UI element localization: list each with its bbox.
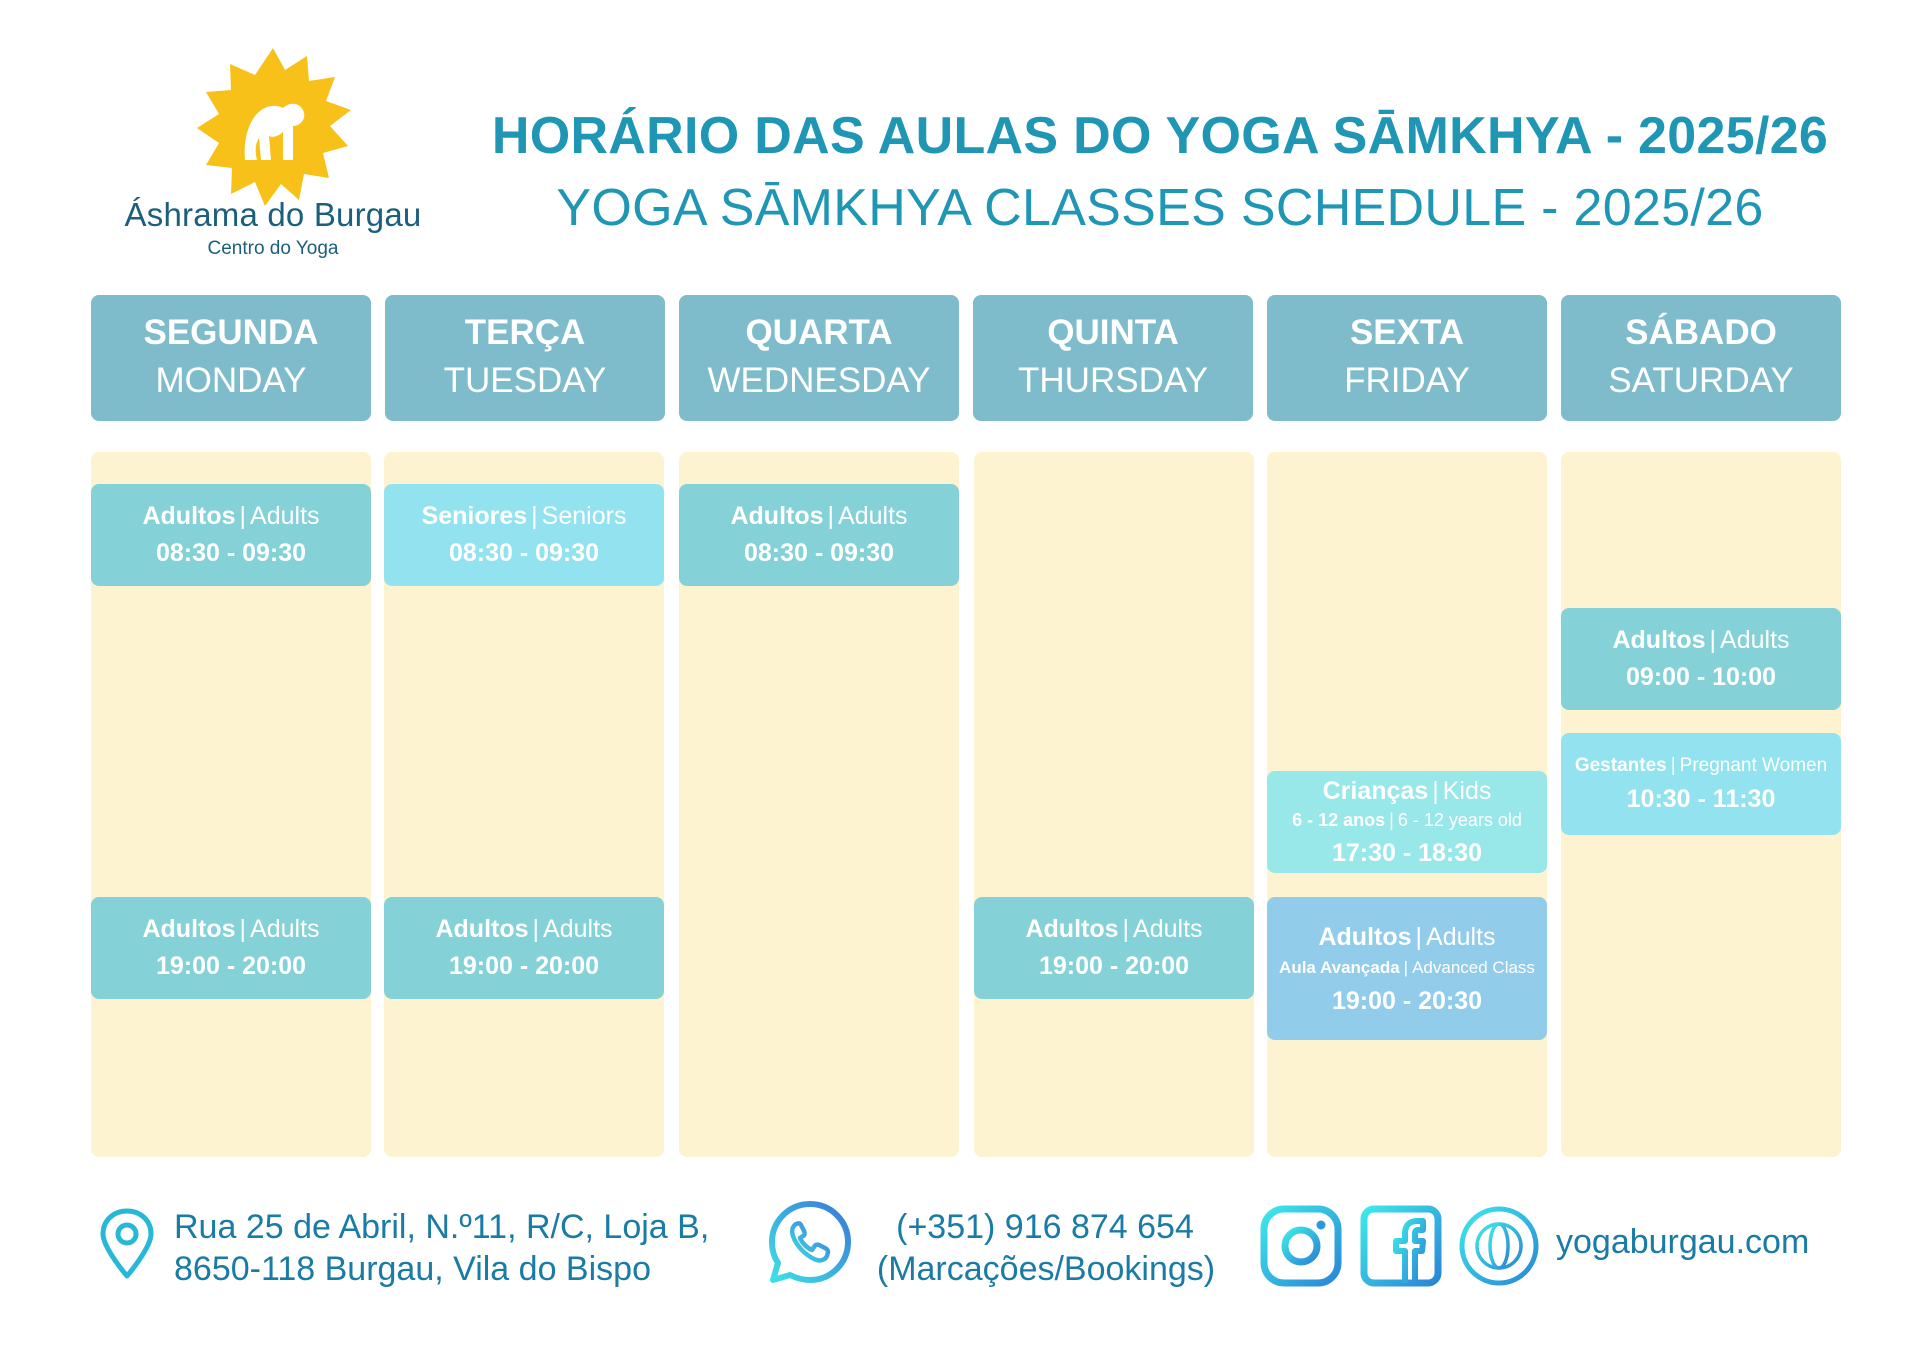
website-link[interactable]: yogaburgau.com <box>1556 1223 1810 1261</box>
class-card[interactable] <box>974 897 1254 999</box>
class-name-pt: Adultos <box>435 915 529 943</box>
class-name <box>679 502 959 531</box>
class-time: 10:30 - 11:30 <box>1626 785 1776 813</box>
separator: | <box>1709 626 1717 654</box>
brand-name: Áshrama do Burgau <box>124 196 422 233</box>
class-name <box>1267 923 1547 952</box>
class-time: 19:00 - 20:00 <box>1038 952 1190 980</box>
column-wednesday <box>679 452 959 1157</box>
separator: | <box>239 502 247 530</box>
location-pin-icon <box>98 1208 156 1280</box>
class-name-pt: Adultos <box>730 502 824 530</box>
address-line-1: Rua 25 de Abril, N.º11, R/C, Loja B, <box>174 1208 710 1246</box>
class-name-pt: Adultos <box>1318 923 1412 951</box>
globe-icon[interactable] <box>1456 1203 1542 1289</box>
class-name <box>1561 755 1841 777</box>
class-card[interactable] <box>1561 733 1841 835</box>
class-detail <box>1267 810 1547 831</box>
class-name-en: Seniors <box>541 502 627 530</box>
class-card[interactable] <box>384 484 664 586</box>
page-title: HORÁRIO DAS AULAS DO YOGA SĀMKHYA - 2025/26 <box>491 107 1829 165</box>
class-detail <box>1267 958 1547 978</box>
day-name-pt: QUINTA <box>1047 313 1179 352</box>
whatsapp-icon[interactable] <box>766 1198 854 1286</box>
day-header-wednesday <box>679 295 959 421</box>
facebook-icon[interactable] <box>1358 1203 1444 1289</box>
class-name <box>384 502 664 531</box>
separator: | <box>1432 777 1439 805</box>
separator: | <box>1403 958 1409 977</box>
separator: | <box>827 502 835 530</box>
separator: | <box>1122 915 1130 943</box>
separator: | <box>531 502 538 530</box>
class-time: 08:30 - 09:30 <box>448 539 600 567</box>
day-header-monday <box>91 295 371 421</box>
day-header-thursday <box>973 295 1253 421</box>
class-name-en: Kids <box>1442 777 1492 805</box>
class-name <box>1561 626 1841 655</box>
class-name-en: Pregnant Women <box>1679 755 1828 776</box>
instagram-icon[interactable] <box>1258 1203 1344 1289</box>
column-friday <box>1267 452 1547 1157</box>
class-name-en: Adults <box>250 915 320 943</box>
class-detail-en: Advanced Class <box>1412 958 1535 977</box>
class-detail-en: 6 - 12 years old <box>1397 810 1522 830</box>
class-card[interactable] <box>679 484 959 586</box>
day-name-pt: TERÇA <box>464 313 586 352</box>
class-card[interactable] <box>1267 897 1547 1040</box>
class-name-pt: Adultos <box>1025 915 1119 943</box>
day-name-en: TUESDAY <box>443 361 607 400</box>
class-time: 19:00 - 20:00 <box>155 952 307 980</box>
separator: | <box>1670 755 1676 776</box>
day-name-pt: SEXTA <box>1349 313 1465 352</box>
class-name-pt: Gestantes <box>1574 755 1667 776</box>
class-time: 09:00 - 10:00 <box>1625 663 1777 691</box>
separator: | <box>239 915 247 943</box>
day-name-pt: QUARTA <box>745 313 893 352</box>
day-name-en: FRIDAY <box>1344 361 1470 400</box>
separator: | <box>1389 810 1394 830</box>
class-card[interactable] <box>1267 771 1547 873</box>
day-name-en: MONDAY <box>155 361 307 400</box>
class-name <box>1267 777 1547 806</box>
class-time: 17:30 - 18:30 <box>1331 839 1483 867</box>
phone-note: (Marcações/Bookings) <box>876 1250 1216 1288</box>
class-name-pt: Seniores <box>421 502 528 530</box>
day-name-en: THURSDAY <box>1018 361 1208 400</box>
class-name-pt: Adultos <box>142 915 236 943</box>
separator: | <box>532 915 540 943</box>
class-name <box>974 915 1254 944</box>
class-name-en: Adults <box>1133 915 1203 943</box>
separator: | <box>1415 923 1423 951</box>
day-name-en: SATURDAY <box>1608 361 1794 400</box>
class-name <box>91 502 371 531</box>
class-name-pt: Crianças <box>1322 777 1429 805</box>
phone-number[interactable]: (+351) 916 874 654 <box>896 1208 1194 1246</box>
day-name-en: WEDNESDAY <box>707 361 931 400</box>
logo <box>108 48 438 268</box>
class-name <box>384 915 664 944</box>
class-name-pt: Adultos <box>142 502 236 530</box>
brand-subtitle: Centro do Yoga <box>207 238 339 259</box>
class-name-pt: Adultos <box>1612 626 1706 654</box>
class-card[interactable] <box>384 897 664 999</box>
class-time: 19:00 - 20:00 <box>448 952 600 980</box>
class-card[interactable] <box>91 484 371 586</box>
class-name-en: Adults <box>838 502 908 530</box>
class-name-en: Adults <box>1426 923 1496 951</box>
class-name-en: Adults <box>1720 626 1790 654</box>
class-name-en: Adults <box>543 915 613 943</box>
class-name-en: Adults <box>250 502 320 530</box>
day-header-tuesday <box>385 295 665 421</box>
column-saturday <box>1561 452 1841 1157</box>
sun-logo-icon <box>193 48 353 208</box>
day-name-pt: SEGUNDA <box>143 313 319 352</box>
day-header-friday <box>1267 295 1547 421</box>
class-card[interactable] <box>91 897 371 999</box>
column-monday <box>91 452 371 1157</box>
class-time: 08:30 - 09:30 <box>155 539 307 567</box>
day-header-saturday <box>1561 295 1841 421</box>
class-time: 08:30 - 09:30 <box>743 539 895 567</box>
column-tuesday <box>384 452 664 1157</box>
day-name-pt: SÁBADO <box>1625 313 1777 352</box>
class-time: 19:00 - 20:30 <box>1331 987 1483 1015</box>
page-subtitle: YOGA SĀMKHYA CLASSES SCHEDULE - 2025/26 <box>556 179 1764 237</box>
class-detail-pt: 6 - 12 anos <box>1292 810 1386 830</box>
class-detail-pt: Aula Avançada <box>1279 958 1400 977</box>
class-name <box>91 915 371 944</box>
class-card[interactable] <box>1561 608 1841 710</box>
column-thursday <box>974 452 1254 1157</box>
address-line-2: 8650-118 Burgau, Vila do Bispo <box>174 1250 651 1288</box>
